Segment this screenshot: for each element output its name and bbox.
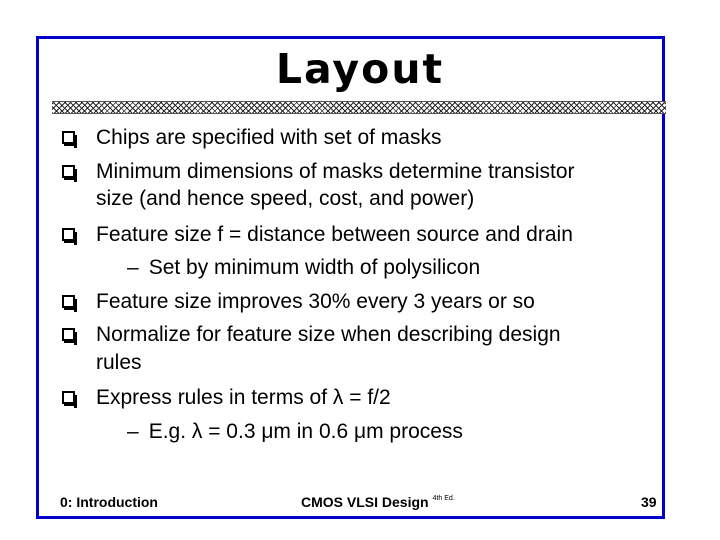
bullet-text: Feature size improves 30% every 3 years or so <box>96 289 535 313</box>
title-divider <box>52 101 666 114</box>
sub-bullet-text: E.g. λ = 0.3 μm in 0.6 μm process <box>148 419 463 443</box>
slide-title: Layout <box>275 45 445 93</box>
bullet-text: rules <box>96 350 142 374</box>
page-number: 39 <box>641 494 657 510</box>
footer-section: 0: Introduction <box>60 494 158 510</box>
sub-bullet-item <box>62 415 652 449</box>
checkbox-bullet-icon <box>62 131 75 144</box>
bullet-text: Normalize for feature size when describing design <box>96 323 561 346</box>
checkbox-bullet-icon <box>62 391 75 404</box>
checkbox-bullet-icon <box>62 165 75 178</box>
footer-course <box>301 494 455 510</box>
footer-edition: 4th Ed. <box>432 495 455 502</box>
bullet-item <box>62 285 652 319</box>
bullet-item <box>62 381 652 415</box>
bullet-continuation <box>62 346 652 380</box>
bullet-text: Minimum dimensions of masks determine transistor <box>96 159 575 183</box>
checkbox-bullet-icon <box>62 328 75 341</box>
sub-bullet-item <box>62 251 652 285</box>
checkbox-bullet-icon <box>62 295 75 308</box>
checkbox-bullet-icon <box>62 228 75 241</box>
bullet-text: Express rules in terms of λ = f/2 <box>96 386 391 409</box>
bullet-text: Chips are specified with set of masks <box>96 126 442 149</box>
bullet-text: Feature size f = distance between source and drain <box>96 222 573 246</box>
bullet-continuation <box>62 182 652 216</box>
bullet-text: size (and hence speed, cost, and power) <box>96 187 475 210</box>
dash-marker: – <box>127 256 139 279</box>
footer-course-title: CMOS VLSI Design <box>301 494 429 510</box>
bullet-item <box>62 121 652 155</box>
sub-bullet-text: Set by minimum width of polysilicon <box>148 256 481 279</box>
bullet-list <box>62 121 652 448</box>
bullet-item <box>62 218 652 252</box>
dash-marker: – <box>127 419 139 443</box>
